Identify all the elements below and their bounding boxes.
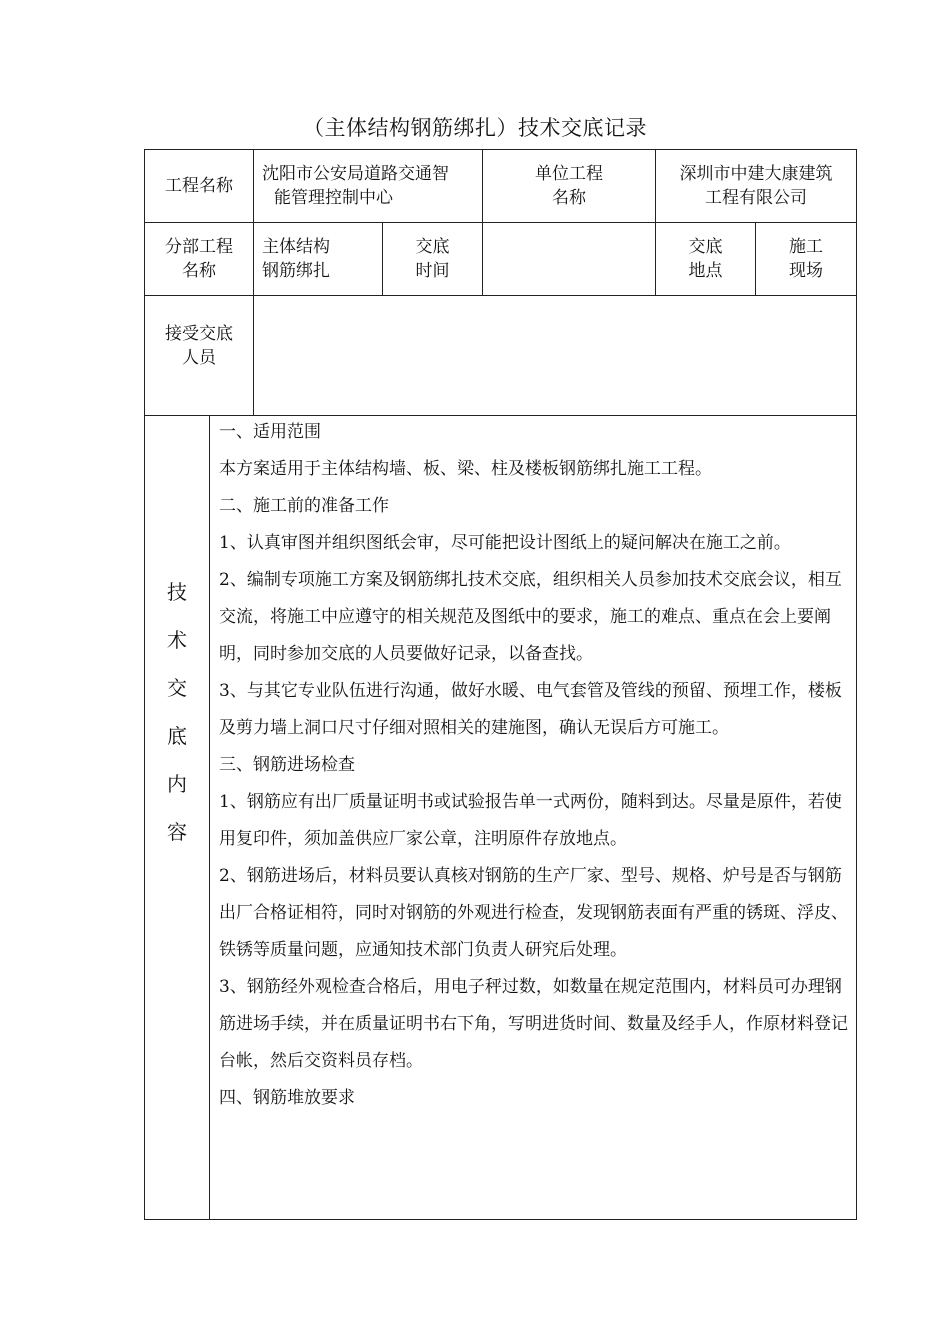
- content-label-char: 内: [167, 772, 187, 796]
- place-value-line-2: 现场: [789, 261, 823, 281]
- place-value-line-1: 施工: [789, 237, 823, 257]
- content-label-char: 术: [167, 628, 187, 652]
- handover-place-label: [656, 223, 755, 295]
- place-label-line-2: 地点: [688, 261, 723, 281]
- section-heading: 二、施工前的准备工作: [219, 496, 389, 516]
- place-label-line-1: 交底: [688, 237, 723, 257]
- content-body: [219, 414, 849, 1117]
- subproject-value-line-1: 主体结构: [262, 237, 330, 257]
- paragraph: 2、编制专项施工方案及钢筋绑扎技术交底，组织相关人员参加技术交底会议，相互交流，将施工中应遵守的相关规范及图纸中的要求，施工的难点、重点在会上要阐明，同时参加交底的人员要做好记录，以备查找。: [219, 570, 842, 664]
- subproject-label-line-1: 分部工程: [165, 237, 233, 257]
- paragraph: 2、钢筋进场后，材料员要认真核对钢筋的生产厂家、型号、规格、炉号是否与钢筋出厂合格证相符，同时对钢筋的外观进行检查，发现钢筋表面有严重的锈斑、浮皮、铁锈等质量问题，应通知技术部门负责人研究后处理。: [219, 866, 848, 960]
- project-name-value: [254, 150, 482, 222]
- section-heading: 三、钢筋进场检查: [219, 755, 355, 775]
- recipients-label-line-1: 接受交底: [165, 324, 233, 344]
- time-label-line-2: 时间: [415, 261, 450, 281]
- paragraph: 1、认真审图并组织图纸会审，尽可能把设计图纸上的疑问解决在施工之前。: [219, 533, 791, 553]
- recipients-label: [145, 322, 253, 370]
- subproject-label-line-2: 名称: [182, 261, 216, 281]
- content-label-char: 容: [167, 820, 187, 844]
- paragraph: 3、钢筋经外观检查合格后，用电子秤过数，如数量在规定范围内，材料员可办理钢筋进场手续，并在质量证明书右下角，写明进货时间、数量及经手人，作原材料登记台帐，然后交资料员存档。: [219, 977, 848, 1071]
- section-heading: 一、适用范围: [219, 422, 321, 442]
- subproject-value: [254, 223, 382, 295]
- paragraph: 3、与其它专业队伍进行沟通，做好水暖、电气套管及管线的预留、预埋工作，楼板及剪力墙上洞口尺寸仔细对照相关的建施图，确认无误后方可施工。: [219, 681, 842, 738]
- subproject-label: [145, 223, 253, 295]
- content-label-char: 技: [167, 580, 187, 604]
- paragraph: 本方案适用于主体结构墙、板、梁、柱及楼板钢筋绑扎施工工程。: [219, 459, 712, 479]
- content-label-char: 底: [167, 724, 187, 748]
- recipients-value: [254, 296, 856, 415]
- unit-value-line-2: 工程有限公司: [705, 188, 807, 208]
- content-label: [145, 568, 209, 856]
- unit-label-line-1: 单位工程: [535, 164, 603, 184]
- subproject-value-line-2: 钢筋绑扎: [262, 261, 330, 281]
- handover-time-label: [383, 223, 482, 295]
- document-title: （主体结构钢筋绑扎）技术交底记录: [303, 116, 647, 140]
- unit-value: [656, 150, 856, 222]
- handover-place-value: [756, 223, 856, 295]
- project-name-label-text: 工程名称: [165, 176, 233, 196]
- content-label-char: 交: [167, 676, 187, 700]
- handover-time-value: [483, 223, 655, 295]
- recipients-label-line-2: 人员: [182, 348, 216, 368]
- project-name-line-2: 能管理控制中心: [274, 188, 393, 208]
- unit-value-line-1: 深圳市中建大康建筑: [679, 164, 833, 184]
- unit-label: [483, 150, 655, 222]
- paragraph: 1、钢筋应有出厂质量证明书或试验报告单一式两份，随料到达。尽量是原件，若使用复印件，须加盖供应厂家公章，注明原件存放地点。: [219, 792, 842, 849]
- time-label-line-1: 交底: [415, 237, 450, 257]
- unit-label-line-2: 名称: [552, 188, 586, 208]
- project-name-label: [145, 150, 253, 222]
- section-heading: 四、钢筋堆放要求: [219, 1088, 355, 1108]
- project-name-line-1: 沈阳市公安局道路交通智: [262, 164, 449, 184]
